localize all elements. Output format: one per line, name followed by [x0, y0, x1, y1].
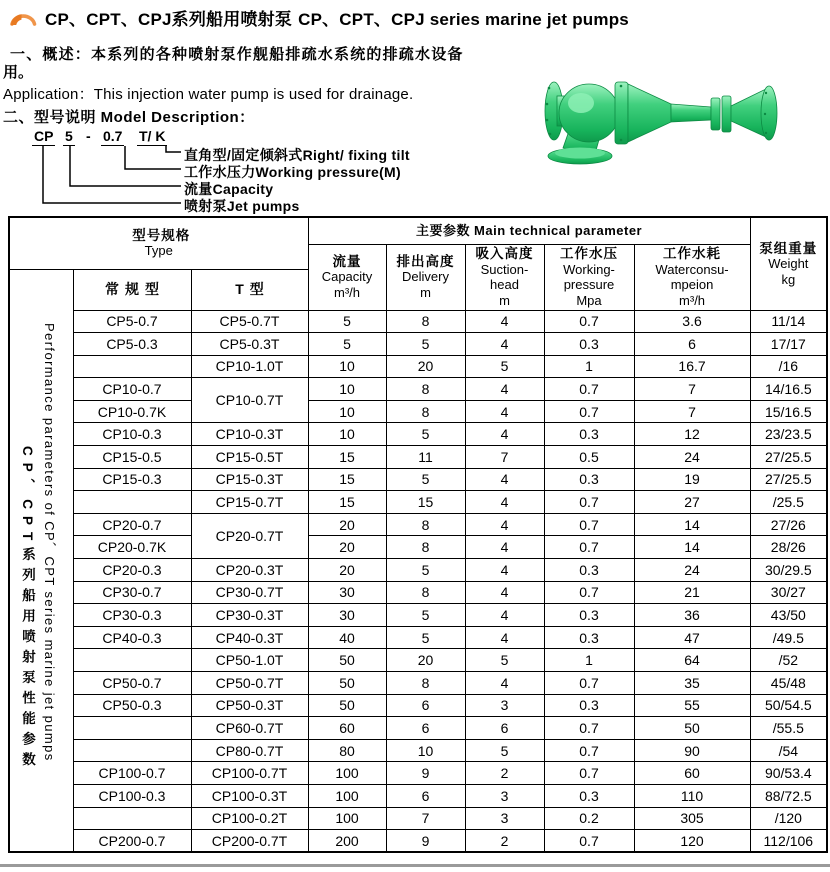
cell-weight: /55.5 [750, 717, 827, 740]
cell-regular-model: CP50-0.7 [73, 672, 191, 695]
cell-param-value: 3 [465, 694, 544, 717]
cell-weight: 30/29.5 [750, 559, 827, 582]
table-row [9, 830, 827, 853]
cell-regular-model: CP30-0.3 [73, 604, 191, 627]
cell-param-value: 0.7 [544, 762, 634, 785]
cell-param-value: 36 [634, 604, 750, 627]
cell-param-value: 5 [386, 626, 465, 649]
cell-param-value: 50 [308, 672, 386, 695]
cell-t-model: CP30-0.7T [191, 581, 308, 604]
cell-weight: 27/25.5 [750, 446, 827, 469]
table-row [9, 581, 827, 604]
cell-weight: 45/48 [750, 672, 827, 695]
table-row [9, 400, 827, 423]
cell-param-value: 0.7 [544, 536, 634, 559]
cell-t-model: CP5-0.3T [191, 333, 308, 356]
cell-param-value: 11 [386, 446, 465, 469]
cell-param-value: 120 [634, 830, 750, 853]
header-row-1 [9, 217, 827, 244]
cell-param-value: 60 [634, 762, 750, 785]
cell-param-value: 4 [465, 513, 544, 536]
model-code-capacity: 5 [65, 128, 73, 144]
cell-regular-model: CP100-0.3 [73, 784, 191, 807]
cell-param-value: 6 [634, 333, 750, 356]
table-row [9, 446, 827, 469]
application-line: Application：This injection water pump is used for drainage. [3, 86, 414, 103]
cell-regular-model: CP40-0.3 [73, 626, 191, 649]
cell-t-model: CP80-0.7T [191, 739, 308, 762]
cell-weight: /120 [750, 807, 827, 830]
model-label-jet-pumps: 喷射泵Jet pumps [184, 198, 300, 214]
header-col-suction: 吸入高度 Suction- head m [465, 244, 544, 310]
model-label-capacity: 流量Capacity [184, 181, 274, 197]
cell-param-value: 20 [308, 559, 386, 582]
cell-param-value: 2 [465, 830, 544, 853]
cell-t-model: CP10-0.7T [191, 378, 308, 423]
cell-param-value: 0.3 [544, 626, 634, 649]
cell-param-value: 8 [386, 310, 465, 333]
header-col-pressure: 工作水压 Working- pressure Mpa [544, 244, 634, 310]
cell-param-value: 10 [308, 400, 386, 423]
brand-arc-icon [8, 7, 38, 28]
header-weight [750, 217, 827, 310]
cell-param-value: 20 [308, 513, 386, 536]
cell-param-value: 47 [634, 626, 750, 649]
cell-param-value: 5 [308, 310, 386, 333]
cell-param-value: 60 [308, 717, 386, 740]
cell-weight: 50/54.5 [750, 694, 827, 717]
cell-param-value: 0.7 [544, 310, 634, 333]
cell-regular-model: CP200-0.7 [73, 830, 191, 853]
cell-regular-model: CP15-0.3 [73, 468, 191, 491]
cell-param-value: 4 [465, 468, 544, 491]
cell-regular-model: CP30-0.7 [73, 581, 191, 604]
cell-regular-model [73, 807, 191, 830]
cell-regular-model [73, 491, 191, 514]
cell-param-value: 10 [308, 378, 386, 401]
table-row [9, 513, 827, 536]
cell-weight: 15/16.5 [750, 400, 827, 423]
cell-param-value: 0.3 [544, 694, 634, 717]
cell-weight: 17/17 [750, 333, 827, 356]
cell-weight: 27/25.5 [750, 468, 827, 491]
cell-param-value: 4 [465, 400, 544, 423]
cell-t-model: CP10-1.0T [191, 355, 308, 378]
cell-param-value: 0.7 [544, 400, 634, 423]
table-row [9, 784, 827, 807]
cell-param-value: 5 [386, 423, 465, 446]
cell-param-value: 20 [386, 649, 465, 672]
cell-param-value: 6 [386, 717, 465, 740]
cell-param-value: 27 [634, 491, 750, 514]
side-label-holder [10, 271, 73, 849]
header-regular-type: 常规型 [73, 269, 191, 310]
cell-param-value: 305 [634, 807, 750, 830]
table-row [9, 739, 827, 762]
spec-table [8, 216, 828, 853]
cell-weight: 11/14 [750, 310, 827, 333]
cell-param-value: 0.7 [544, 491, 634, 514]
cell-param-value: 0.7 [544, 581, 634, 604]
cell-t-model: CP15-0.5T [191, 446, 308, 469]
cell-regular-model: CP100-0.7 [73, 762, 191, 785]
cell-t-model: CP60-0.7T [191, 717, 308, 740]
table-row [9, 672, 827, 695]
cell-param-value: 5 [386, 604, 465, 627]
header-type [9, 217, 308, 269]
table-row [9, 649, 827, 672]
cell-param-value: 5 [465, 649, 544, 672]
cell-param-value: 3 [465, 807, 544, 830]
cell-param-value: 2 [465, 762, 544, 785]
cell-param-value: 4 [465, 491, 544, 514]
cell-weight: /49.5 [750, 626, 827, 649]
cell-weight: /54 [750, 739, 827, 762]
cell-param-value: 55 [634, 694, 750, 717]
cell-regular-model [73, 649, 191, 672]
cell-param-value: 21 [634, 581, 750, 604]
cell-param-value: 4 [465, 604, 544, 627]
cell-param-value: 4 [465, 378, 544, 401]
cell-weight: /52 [750, 649, 827, 672]
cell-t-model: CP10-0.3T [191, 423, 308, 446]
cell-param-value: 0.3 [544, 559, 634, 582]
cell-param-value: 0.7 [544, 739, 634, 762]
cell-param-value: 15 [308, 491, 386, 514]
cell-param-value: 19 [634, 468, 750, 491]
cell-param-value: 4 [465, 559, 544, 582]
cell-param-value: 24 [634, 446, 750, 469]
cell-param-value: 24 [634, 559, 750, 582]
cell-param-value: 0.7 [544, 378, 634, 401]
header-type-zh: 型号规格 [132, 227, 191, 243]
cell-regular-model: CP15-0.5 [73, 446, 191, 469]
cell-param-value: 7 [465, 446, 544, 469]
cell-weight: 27/26 [750, 513, 827, 536]
cell-param-value: 100 [308, 762, 386, 785]
cell-weight: /25.5 [750, 491, 827, 514]
cell-param-value: 14 [634, 513, 750, 536]
cell-param-value: 6 [465, 717, 544, 740]
table-row [9, 378, 827, 401]
header-t-type: T型 [191, 269, 308, 310]
cell-param-value: 0.3 [544, 604, 634, 627]
cell-param-value: 8 [386, 672, 465, 695]
cell-param-value: 35 [634, 672, 750, 695]
cell-regular-model: CP20-0.3 [73, 559, 191, 582]
header-col-capacity: 流量 Capacity m³/h [308, 244, 386, 310]
cell-param-value: 64 [634, 649, 750, 672]
model-code-suffix: T/ K [139, 128, 166, 144]
cell-param-value: 20 [386, 355, 465, 378]
cell-param-value: 40 [308, 626, 386, 649]
cell-t-model: CP15-0.7T [191, 491, 308, 514]
cell-param-value: 3.6 [634, 310, 750, 333]
table-row [9, 491, 827, 514]
cell-weight: 43/50 [750, 604, 827, 627]
cell-t-model: CP40-0.3T [191, 626, 308, 649]
cell-param-value: 0.3 [544, 784, 634, 807]
header-weight-en: Weight [768, 256, 809, 271]
table-row [9, 694, 827, 717]
cell-param-value: 8 [386, 400, 465, 423]
cell-weight: 23/23.5 [750, 423, 827, 446]
cell-t-model: CP100-0.3T [191, 784, 308, 807]
cell-param-value: 50 [308, 649, 386, 672]
cell-regular-model [73, 739, 191, 762]
cell-param-value: 15 [308, 468, 386, 491]
page-title-zh: CP、CPT、CPJ系列船用喷射泵 [45, 10, 293, 29]
table-row [9, 717, 827, 740]
cell-t-model: CP100-0.2T [191, 807, 308, 830]
header-type-en: Type [144, 243, 173, 259]
cell-param-value: 4 [465, 310, 544, 333]
cell-regular-model: CP50-0.3 [73, 694, 191, 717]
cell-param-value: 7 [634, 400, 750, 423]
table-row [9, 468, 827, 491]
cell-param-value: 5 [308, 333, 386, 356]
cell-param-value: 0.3 [544, 423, 634, 446]
table-row [9, 310, 827, 333]
cell-param-value: 110 [634, 784, 750, 807]
cell-regular-model: CP5-0.3 [73, 333, 191, 356]
cell-t-model: CP50-0.3T [191, 694, 308, 717]
side-label-cell [9, 269, 73, 852]
cell-param-value: 0.3 [544, 468, 634, 491]
table-row [9, 626, 827, 649]
cell-regular-model: CP10-0.7 [73, 378, 191, 401]
overview-line2: 用。 [3, 64, 34, 81]
cell-param-value: 200 [308, 830, 386, 853]
cell-param-value: 0.7 [544, 672, 634, 695]
cell-weight: /16 [750, 355, 827, 378]
cell-param-value: 0.5 [544, 446, 634, 469]
cell-t-model: CP15-0.3T [191, 468, 308, 491]
table-row [9, 355, 827, 378]
cell-regular-model: CP10-0.3 [73, 423, 191, 446]
cell-param-value: 0.7 [544, 717, 634, 740]
table-row [9, 559, 827, 582]
cell-param-value: 50 [308, 694, 386, 717]
cell-t-model: CP20-0.7T [191, 513, 308, 558]
table-row [9, 333, 827, 356]
cell-param-value: 9 [386, 762, 465, 785]
model-label-working-pressure: 工作水压力Working pressure(M) [184, 164, 401, 180]
table-row [9, 762, 827, 785]
cell-weight: 88/72.5 [750, 784, 827, 807]
cell-t-model: CP50-1.0T [191, 649, 308, 672]
cell-param-value: 100 [308, 807, 386, 830]
cell-param-value: 1 [544, 649, 634, 672]
cell-param-value: 8 [386, 378, 465, 401]
cell-regular-model [73, 355, 191, 378]
cell-param-value: 4 [465, 672, 544, 695]
cell-param-value: 10 [386, 739, 465, 762]
cell-t-model: CP50-0.7T [191, 672, 308, 695]
cell-regular-model: CP10-0.7K [73, 400, 191, 423]
header-main-param: 主要参数 Main technical parameter [308, 217, 750, 244]
cell-weight: 30/27 [750, 581, 827, 604]
cell-t-model: CP30-0.3T [191, 604, 308, 627]
cell-param-value: 12 [634, 423, 750, 446]
cell-param-value: 7 [634, 378, 750, 401]
cell-param-value: 5 [465, 355, 544, 378]
cell-param-value: 90 [634, 739, 750, 762]
model-label-right-tilt: 直角型/固定倾斜式Right/ fixing tilt [184, 147, 410, 163]
cell-param-value: 4 [465, 536, 544, 559]
cell-param-value: 30 [308, 604, 386, 627]
cell-param-value: 0.7 [544, 513, 634, 536]
cell-regular-model [73, 717, 191, 740]
cell-param-value: 9 [386, 830, 465, 853]
cell-param-value: 8 [386, 513, 465, 536]
cell-param-value: 8 [386, 581, 465, 604]
cell-param-value: 20 [308, 536, 386, 559]
page-title-en: CP、CPT、CPJ series marine jet pumps [298, 10, 629, 29]
cell-param-value: 50 [634, 717, 750, 740]
table-row [9, 536, 827, 559]
cell-param-value: 16.7 [634, 355, 750, 378]
pump-product-image [538, 74, 790, 178]
cell-param-value: 4 [465, 423, 544, 446]
cell-param-value: 5 [386, 333, 465, 356]
cell-regular-model: CP20-0.7 [73, 513, 191, 536]
side-label-zh: CP、CPT系列船用喷射泵性能参数 [20, 446, 35, 774]
cell-regular-model: CP5-0.7 [73, 310, 191, 333]
page-bottom-rule [0, 864, 830, 867]
overview-line1: 一、概述：本系列的各种喷射泵作舰船排疏水系统的排疏水设备 [10, 46, 464, 63]
cell-param-value: 1 [544, 355, 634, 378]
cell-param-value: 10 [308, 355, 386, 378]
cell-param-value: 0.2 [544, 807, 634, 830]
model-code-pressure: 0.7 [103, 128, 123, 144]
title-bar [8, 5, 629, 30]
table-row [9, 423, 827, 446]
cell-param-value: 14 [634, 536, 750, 559]
cell-t-model: CP5-0.7T [191, 310, 308, 333]
model-description-heading: 二、型号说明 Model Description： [3, 109, 255, 126]
cell-weight: 112/106 [750, 830, 827, 853]
cell-weight: 28/26 [750, 536, 827, 559]
model-code-dash: - [86, 128, 91, 144]
cell-param-value: 6 [386, 694, 465, 717]
cell-param-value: 8 [386, 536, 465, 559]
cell-param-value: 4 [465, 333, 544, 356]
header-weight-unit: kg [781, 271, 796, 287]
cell-t-model: CP20-0.3T [191, 559, 308, 582]
cell-weight: 14/16.5 [750, 378, 827, 401]
cell-param-value: 80 [308, 739, 386, 762]
cell-param-value: 4 [465, 626, 544, 649]
cell-param-value: 5 [386, 559, 465, 582]
cell-param-value: 15 [386, 491, 465, 514]
cell-param-value: 30 [308, 581, 386, 604]
cell-param-value: 0.3 [544, 333, 634, 356]
cell-param-value: 0.7 [544, 830, 634, 853]
cell-param-value: 4 [465, 581, 544, 604]
cell-t-model: CP200-0.7T [191, 830, 308, 853]
cell-param-value: 10 [308, 423, 386, 446]
cell-param-value: 15 [308, 446, 386, 469]
cell-param-value: 5 [386, 468, 465, 491]
cell-weight: 90/53.4 [750, 762, 827, 785]
cell-param-value: 5 [465, 739, 544, 762]
cell-param-value: 3 [465, 784, 544, 807]
table-row [9, 807, 827, 830]
model-code-prefix: CP [34, 128, 54, 144]
page-title [45, 5, 629, 30]
cell-t-model: CP100-0.7T [191, 762, 308, 785]
cell-param-value: 6 [386, 784, 465, 807]
header-col-delivery: 排出高度 Delivery m [386, 244, 465, 310]
cell-param-value: 100 [308, 784, 386, 807]
header-weight-zh: 泵组重量 [759, 240, 818, 256]
cell-param-value: 7 [386, 807, 465, 830]
header-col-waterconsumption: 工作水耗 Waterconsu- mpeion m³/h [634, 244, 750, 310]
cell-regular-model: CP20-0.7K [73, 536, 191, 559]
table-row [9, 604, 827, 627]
side-label-en: Performance parameters of CP、CPT series marine jet pumps [42, 323, 57, 763]
